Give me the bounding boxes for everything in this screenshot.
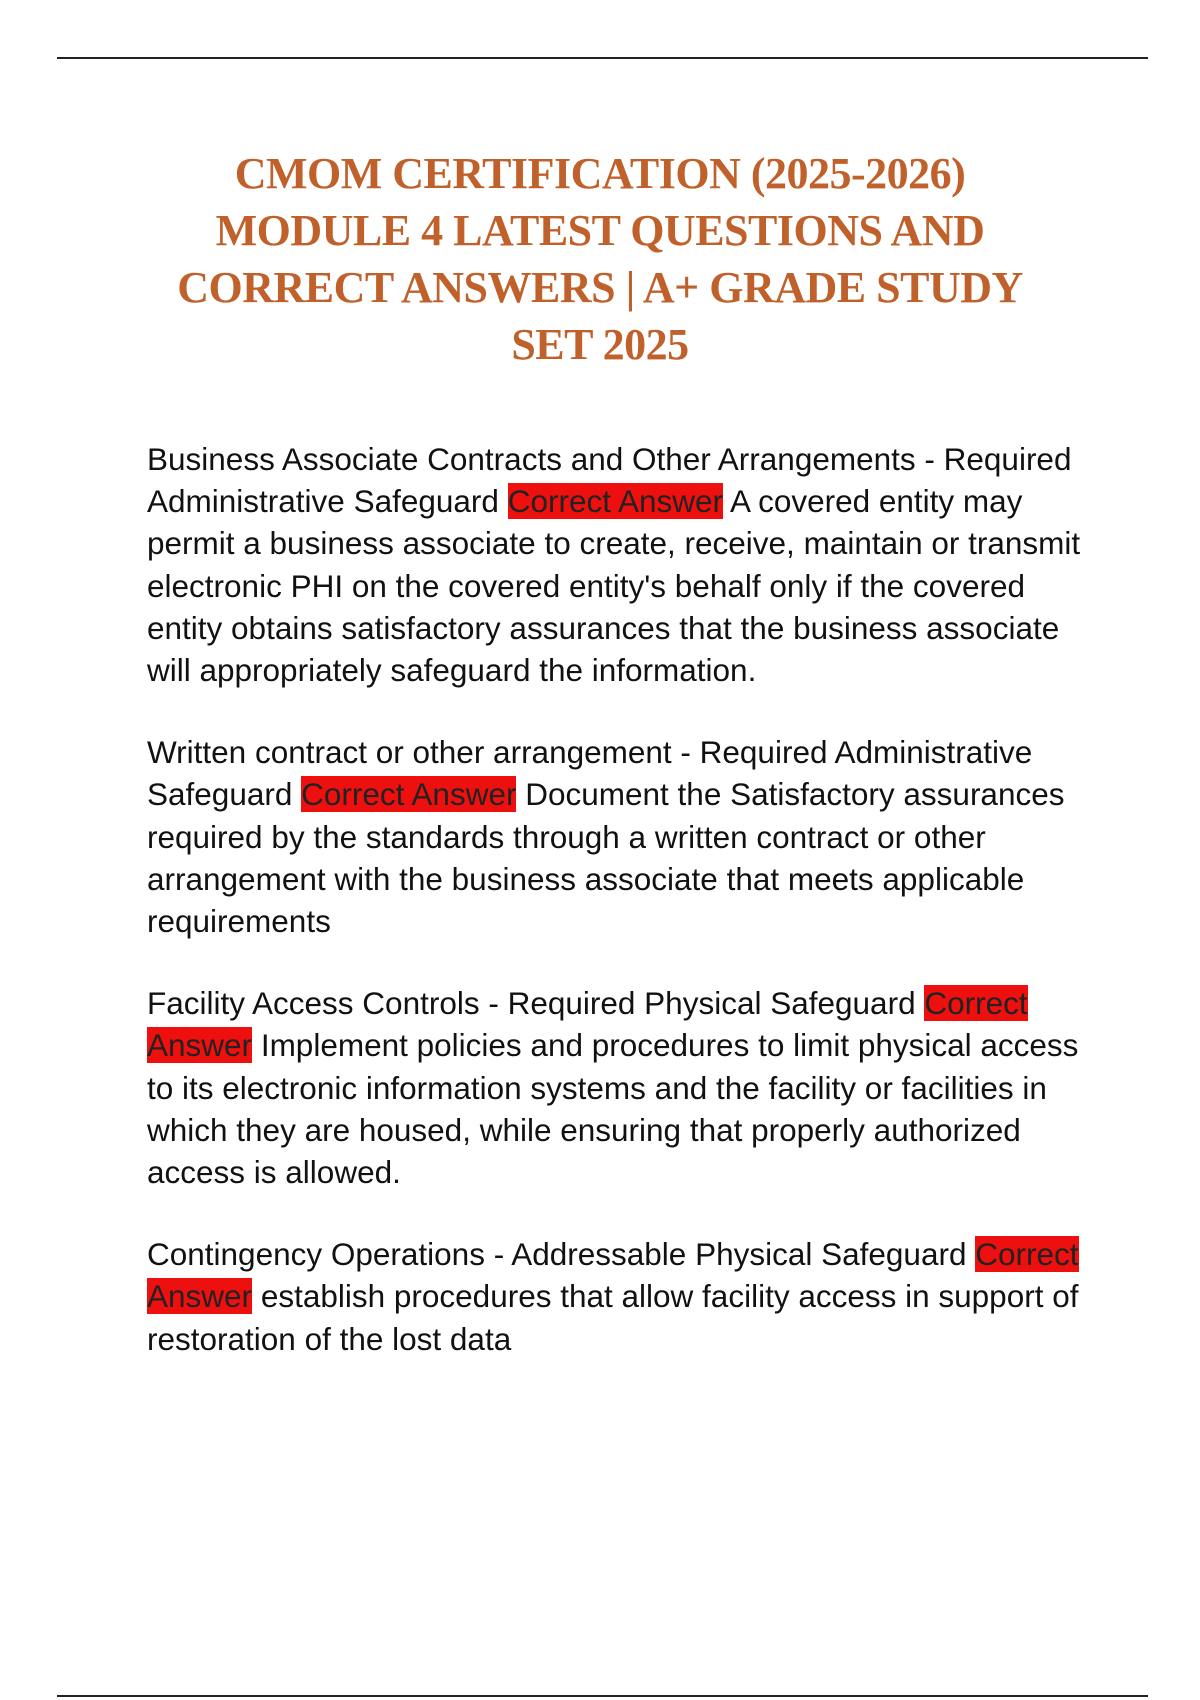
qa-item	[147, 1233, 1107, 1360]
answer-text: Implement policies and procedures to limit physical access to its electronic information systems and the facility or facilities in which they are housed, while ensuring that properly authorized access is allowed.	[147, 1027, 1079, 1191]
question-text: Business Associate Contracts and Other Arrangements - Required Administrative Safeguard	[147, 441, 1072, 520]
qa-item	[147, 731, 1107, 942]
correct-answer-marker: Correct Answer	[147, 985, 1028, 1064]
correct-answer-marker: Correct Answer	[507, 483, 724, 520]
question-text: Written contract or other arrangement - Required Administrative Safeguard	[147, 734, 1033, 813]
qa-item	[147, 438, 1107, 691]
question-text: Facility Access Controls - Required Physical Safeguard	[147, 985, 916, 1022]
qa-item	[147, 982, 1107, 1193]
answer-text: establish procedures that allow facility access in support of restoration of the lost data	[147, 1278, 1079, 1357]
answer-text: A covered entity may permit a business associate to create, receive, maintain or transmit electronic PHI on the covered entity's behalf only if the covered entity obtains satisfactory assurances that the business associate will appropriately safeguard the information.	[147, 483, 1081, 689]
qa-list	[147, 438, 1107, 1400]
bottom-rule	[57, 1695, 1148, 1697]
correct-answer-marker: Correct Answer	[147, 1236, 1079, 1315]
answer-text: Document the Satisfactory assurances required by the standards through a written contract or other arrangement with the business associate that meets applicable requirements	[147, 776, 1065, 940]
correct-answer-marker: Correct Answer	[301, 776, 517, 813]
top-rule	[57, 57, 1148, 59]
document-title: CMOM CERTIFICATION (2025-2026) MODULE 4 LATEST QUESTIONS AND CORRECT ANSWERS | A+ GRADE STUDY SET 2025	[177, 149, 1023, 369]
question-text: Contingency Operations - Addressable Physical Safeguard	[147, 1236, 967, 1273]
